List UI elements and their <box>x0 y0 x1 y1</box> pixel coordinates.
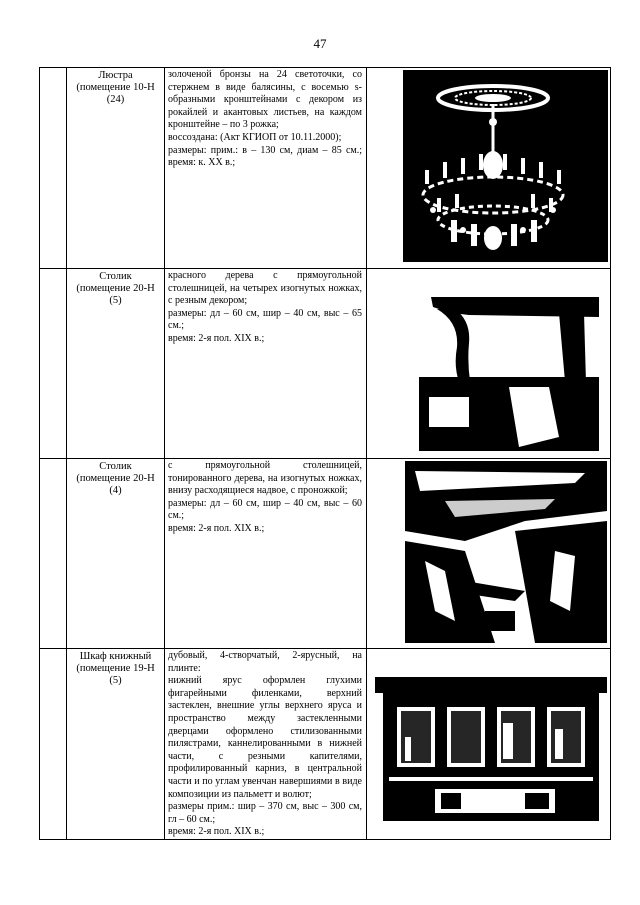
item-name-cell <box>67 459 165 649</box>
item-photo-cell <box>367 68 611 269</box>
description-line: красного дерева с прямоугольной столешницей, на четырех изогнутых ножках, с резным декором; <box>168 270 362 307</box>
chandelier-photo <box>403 70 608 262</box>
item-name: Столик <box>99 461 132 472</box>
description-line: воссоздана: (Акт КГИОП от 10.11.2000); <box>168 131 342 143</box>
row-index-cell <box>40 269 67 459</box>
table-row <box>40 68 611 269</box>
chandelier-image <box>403 70 608 262</box>
description-line: дубовый, 4-створчатый, 2-ярусный, на плинте: <box>168 650 362 674</box>
table-photo <box>409 277 599 451</box>
item-photo-cell <box>367 649 611 840</box>
item-photo-cell <box>367 269 611 459</box>
description-line: время: 2-я пол. XIX в.; <box>168 522 265 534</box>
row-index-cell <box>40 649 67 840</box>
item-count: (4) <box>109 485 122 496</box>
item-room: (помещение 20-Н <box>76 283 155 294</box>
description-line: время: 2-я пол. XIX в.; <box>168 826 265 838</box>
item-description-cell <box>165 68 367 269</box>
row-index-cell <box>40 459 67 649</box>
item-name-cell <box>67 269 165 459</box>
item-name: Шкаф книжный <box>79 651 152 662</box>
page-number: 47 <box>313 36 327 51</box>
item-description-cell <box>165 459 367 649</box>
table-image-2 <box>405 461 607 643</box>
description-line: нижний ярус оформлен глухими фигарейными филенками, верхний застеклен, внешние углы верхнего яруса и пространство между застекленными дверцами оформлено стилизованными пилястрами, каннелированными в нижней части, с резными капителями, профилированный карниз, в центральной части и по углам увенчан навершиями в виде композиции из пальметт и волют; <box>168 675 362 800</box>
item-name-cell <box>67 649 165 840</box>
row-index-cell <box>40 68 67 269</box>
item-room: (помещение 10-Н <box>76 82 155 93</box>
table-row <box>40 269 611 459</box>
table-photo-2 <box>405 461 607 643</box>
item-name-cell <box>67 68 165 269</box>
item-photo-cell <box>367 459 611 649</box>
item-count: (5) <box>109 295 122 306</box>
description-line: размеры: дл – 60 см, шир – 40 см, выс – 65 см.; <box>168 307 362 332</box>
bookcase-image <box>375 677 607 821</box>
description-line: с прямоугольной столешницей, тонированного дерева, на изогнутых ножках, внизу расходящиеся надвое, с проножкой; <box>168 460 362 497</box>
table-image <box>409 277 599 451</box>
description-line: золоченой бронзы на 24 светоточки, со стержнем в виде балясины, с восемью s-образными кронштейнами с декором из рокайлей и акантовых листьев, на каждом кронштейне – по 3 рожка; <box>168 69 362 131</box>
item-count: (5) <box>109 675 122 686</box>
item-name: Люстра <box>98 70 133 81</box>
item-description-cell <box>165 649 367 840</box>
description-line: время: 2-я пол. XIX в.; <box>168 332 265 344</box>
item-room: (помещение 20-Н <box>76 473 155 484</box>
item-name: Столик <box>99 271 132 282</box>
description-line: размеры: дл – 60 см, шир – 40 см, выс – 60 см.; <box>168 497 362 522</box>
table-row <box>40 649 611 840</box>
item-room: (помещение 19-Н <box>76 663 155 674</box>
item-description-cell <box>165 269 367 459</box>
description-line: размеры прим.: шир – 370 см, выс – 300 см, гл – 60 см.; <box>168 801 362 825</box>
table-row <box>40 459 611 649</box>
description-line: размеры: прим.: в – 130 см, диам – 85 см.; время: к. XX в.; <box>168 144 362 169</box>
item-count: (24) <box>106 94 125 105</box>
bookcase-photo <box>375 677 607 821</box>
registry-table <box>39 67 611 840</box>
